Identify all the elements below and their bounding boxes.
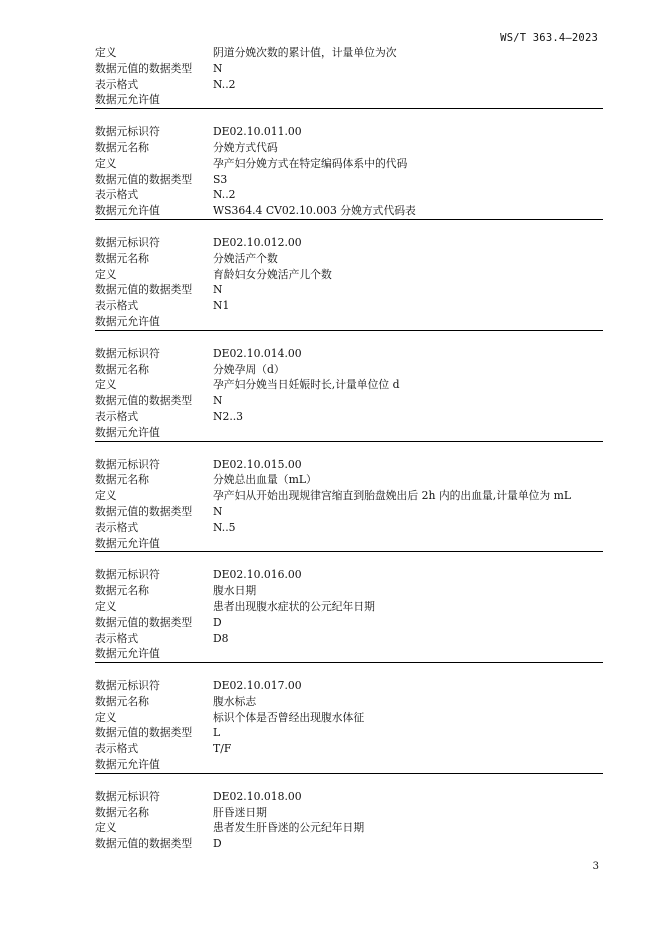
- field-value: 分娩孕周（d）: [213, 362, 285, 376]
- field-row-name: [95, 362, 603, 378]
- page-number: 3: [592, 861, 599, 872]
- field-row-format: [95, 298, 603, 314]
- field-row-allowed-values: [95, 536, 603, 552]
- field-value: D: [213, 837, 222, 851]
- field-row-definition: [95, 156, 603, 172]
- field-row-format: [95, 409, 603, 425]
- field-value: DE02.10.012.00: [213, 235, 302, 249]
- field-label: 定义: [95, 378, 117, 392]
- field-label: 数据元允许值: [95, 204, 160, 218]
- field-row-data-type: [95, 725, 603, 741]
- field-row-data-type: [95, 615, 603, 631]
- field-label: 数据元标识符: [95, 457, 160, 471]
- field-value: DE02.10.015.00: [213, 457, 302, 471]
- field-label: 数据元标识符: [95, 679, 160, 693]
- field-row-identifier: [95, 235, 603, 251]
- field-value: S3: [213, 172, 228, 186]
- field-row-allowed-values: [95, 92, 603, 108]
- field-row-data-type: [95, 504, 603, 520]
- field-value: 孕产妇分娩当日妊娠时长,计量单位位 d: [213, 378, 400, 392]
- field-label: 数据元名称: [95, 251, 149, 265]
- field-value: T/F: [213, 742, 232, 756]
- field-label: 定义: [95, 821, 117, 835]
- field-label: 数据元名称: [95, 473, 149, 487]
- field-label: 数据元标识符: [95, 125, 160, 139]
- field-label: 数据元标识符: [95, 235, 160, 249]
- field-value: N: [213, 504, 223, 518]
- data-element-block: [95, 678, 603, 774]
- field-value: 孕产妇从开始出现规律宫缩直到胎盘娩出后 2h 内的出血量,计量单位为 mL: [213, 489, 572, 503]
- data-element-block: [95, 789, 603, 852]
- field-value: N2..3: [213, 409, 244, 423]
- field-label: 定义: [95, 710, 117, 724]
- field-value: DE02.10.014.00: [213, 346, 302, 360]
- field-label: 数据元名称: [95, 805, 149, 819]
- field-label: 数据元标识符: [95, 568, 160, 582]
- field-label: 数据元名称: [95, 694, 149, 708]
- field-label: 定义: [95, 599, 117, 613]
- field-label: 表示格式: [95, 77, 139, 91]
- field-value: WS364.4 CV02.10.003 分娩方式代码表: [213, 204, 416, 218]
- field-value: N: [213, 394, 223, 408]
- field-row-name: [95, 472, 603, 488]
- field-value: D: [213, 615, 222, 629]
- field-label: 定义: [95, 46, 117, 59]
- field-row-definition: [95, 377, 603, 393]
- data-element-block: [95, 235, 603, 331]
- field-value: 分娩活产个数: [213, 251, 278, 265]
- field-value: N: [213, 61, 223, 75]
- field-row-definition: [95, 710, 603, 726]
- field-label: 数据元值的数据类型: [95, 726, 193, 740]
- field-value: DE02.10.017.00: [213, 679, 302, 693]
- field-value: 肝昏迷日期: [213, 805, 267, 819]
- field-label: 数据元值的数据类型: [95, 615, 193, 629]
- field-value: D8: [213, 631, 229, 645]
- field-label: 数据元值的数据类型: [95, 394, 193, 408]
- field-row-data-type: [95, 61, 603, 77]
- field-value: 腹水日期: [213, 584, 257, 598]
- field-label: 数据元允许值: [95, 93, 160, 107]
- field-value: 孕产妇分娩方式在特定编码体系中的代码: [213, 156, 408, 170]
- field-row-format: [95, 77, 603, 93]
- field-value: [213, 92, 603, 108]
- field-value: 患者出现腹水症状的公元纪年日期: [213, 599, 375, 613]
- data-element-block: [95, 45, 603, 109]
- field-label: 定义: [95, 267, 117, 281]
- field-row-data-type: [95, 172, 603, 188]
- field-value: [213, 757, 603, 773]
- field-row-identifier: [95, 346, 603, 362]
- data-element-block: [95, 457, 603, 553]
- field-value: 育龄妇女分娩活产儿个数: [213, 267, 332, 281]
- field-label: 数据元值的数据类型: [95, 61, 193, 75]
- field-value: N: [213, 283, 223, 297]
- field-row-definition: [95, 267, 603, 283]
- document-code-header: WS/T 363.4—2023: [500, 32, 598, 44]
- field-label: 表示格式: [95, 409, 139, 423]
- field-row-definition: [95, 45, 603, 61]
- field-value: [213, 536, 603, 552]
- field-label: 数据元值的数据类型: [95, 837, 193, 851]
- field-row-name: [95, 805, 603, 821]
- field-value: 分娩总出血量（mL）: [213, 473, 317, 487]
- field-row-allowed-values: [95, 203, 603, 219]
- field-label: 数据元名称: [95, 584, 149, 598]
- field-row-format: [95, 187, 603, 203]
- field-row-identifier: [95, 567, 603, 583]
- field-row-allowed-values: [95, 314, 603, 330]
- field-label: 数据元值的数据类型: [95, 283, 193, 297]
- field-row-data-type: [95, 836, 603, 852]
- field-label: 数据元标识符: [95, 346, 160, 360]
- field-value: N..5: [213, 520, 236, 534]
- field-row-name: [95, 694, 603, 710]
- field-row-allowed-values: [95, 425, 603, 441]
- field-label: 定义: [95, 489, 117, 503]
- field-label: 表示格式: [95, 742, 139, 756]
- field-row-identifier: [95, 789, 603, 805]
- field-row-identifier: [95, 124, 603, 140]
- data-element-block: [95, 567, 603, 663]
- field-row-name: [95, 251, 603, 267]
- field-label: 表示格式: [95, 520, 139, 534]
- field-value: [213, 646, 603, 662]
- field-label: 数据元值的数据类型: [95, 172, 193, 186]
- field-label: 表示格式: [95, 631, 139, 645]
- field-value: 患者发生肝昏迷的公元纪年日期: [213, 821, 365, 835]
- field-row-definition: [95, 488, 603, 504]
- field-value: N..2: [213, 77, 236, 91]
- data-element-block: [95, 124, 603, 220]
- field-row-allowed-values: [95, 646, 603, 662]
- field-value: [213, 425, 603, 441]
- field-value: 标识个体是否曾经出现腹水体征: [213, 710, 365, 724]
- data-element-block: [95, 346, 603, 442]
- field-value: DE02.10.018.00: [213, 789, 302, 803]
- field-label: 数据元允许值: [95, 425, 160, 439]
- field-row-allowed-values: [95, 757, 603, 773]
- field-label: 数据元名称: [95, 140, 149, 154]
- field-label: 数据元允许值: [95, 758, 160, 772]
- field-label: 数据元允许值: [95, 536, 160, 550]
- field-value: N..2: [213, 188, 236, 202]
- field-label: 数据元名称: [95, 362, 149, 376]
- field-label: 数据元值的数据类型: [95, 504, 193, 518]
- field-label: 数据元允许值: [95, 647, 160, 661]
- field-value: 阴道分娩次数的累计值，计量单位为次: [213, 46, 397, 59]
- field-value: DE02.10.016.00: [213, 568, 302, 582]
- field-row-name: [95, 583, 603, 599]
- field-row-data-type: [95, 393, 603, 409]
- field-value: 腹水标志: [213, 694, 257, 708]
- field-row-definition: [95, 820, 603, 836]
- field-row-identifier: [95, 457, 603, 473]
- field-row-definition: [95, 599, 603, 615]
- field-label: 数据元允许值: [95, 314, 160, 328]
- field-value: DE02.10.011.00: [213, 125, 302, 139]
- field-value: L: [213, 726, 221, 740]
- field-row-format: [95, 631, 603, 647]
- field-row-name: [95, 140, 603, 156]
- field-label: 数据元标识符: [95, 789, 160, 803]
- field-label: 定义: [95, 156, 117, 170]
- field-label: 表示格式: [95, 299, 139, 313]
- field-row-format: [95, 520, 603, 536]
- field-row-format: [95, 741, 603, 757]
- field-label: 表示格式: [95, 188, 139, 202]
- field-row-data-type: [95, 282, 603, 298]
- field-row-identifier: [95, 678, 603, 694]
- field-value: [213, 314, 603, 330]
- field-value: N1: [213, 299, 230, 313]
- data-element-list: [95, 45, 603, 852]
- field-value: 分娩方式代码: [213, 140, 278, 154]
